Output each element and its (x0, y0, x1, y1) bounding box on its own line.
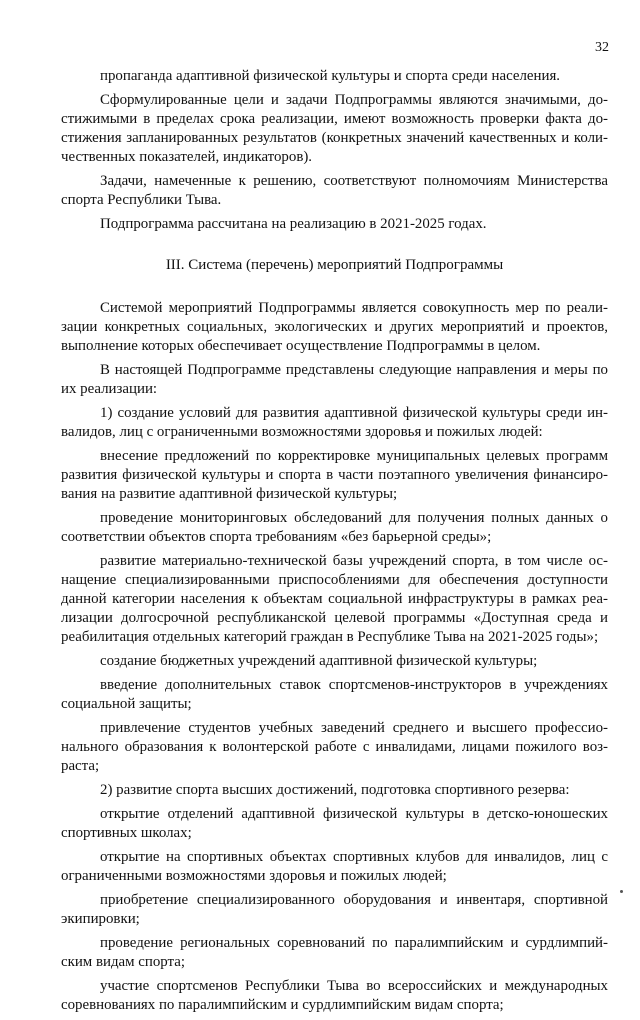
list-item: 1) создание условий для развития адаптивной физической культуры среди инвалидов, лиц с ограниченными возможностями здоровья и пожилых людей: (61, 405, 608, 440)
list-item: открытие на спортивных объектах спортивных клубов для инвалидов, лиц с ограниченными возможностями здоровья и пожилых людей; (61, 849, 608, 884)
page-content (61, 67, 608, 1020)
section-title: III. Система (перечень) мероприятий Подпрограммы (165, 257, 504, 273)
list-item: проведение региональных соревнований по паралимпийским и сурдлимпийским видам спорта; (61, 935, 608, 970)
list-item: 2) развитие спорта высших достижений, подготовка спортивного резерва: (100, 782, 570, 798)
paragraph: В настоящей Подпрограмме представлены следующие направления и меры по их реализации: (61, 362, 608, 397)
paragraph: Сформулированные цели и задачи Подпрограммы являются значимыми, достижимыми в пределах срока реализации, имеют возможность проверки факта достижения запланированных результатов (конкретных значений качественных и количественных показателей, индикаторов). (61, 92, 608, 165)
paragraph: Системой мероприятий Подпрограммы является совокупность мер по реализации конкретных социальных, экологических и других мероприятий и проектов, выполнение которых обеспечивает осуществление Подпрограммы в целом. (61, 300, 608, 354)
page-number: 32 (595, 40, 609, 55)
list-item: внесение предложений по корректировке муниципальных целевых программ развития физической культуры и спорта в части поэтапного увеличения финансирования на развитие адаптивной физической культуры; (61, 448, 608, 502)
list-item: создание бюджетных учреждений адаптивной физической культуры; (100, 653, 538, 669)
list-item: привлечение студентов учебных заведений среднего и высшего профессионального образования к волонтерской работе с инвалидами, лицами пожилого возраста; (61, 720, 608, 774)
list-item: введение дополнительных ставок спортсменов-инструкторов в учреждениях социальной защиты; (61, 677, 608, 712)
list-item: приобретение специализированного оборудования и инвентаря, спортивной экипировки; (61, 892, 608, 927)
paragraph: Задачи, намеченные к решению, соответствуют полномочиям Министерства спорта Республики Тыва. (61, 173, 608, 208)
paragraph: пропаганда адаптивной физической культуры и спорта среди населения. (100, 68, 561, 84)
paragraph: Подпрограмма рассчитана на реализацию в 2021-2025 годах. (100, 216, 487, 232)
list-item: участие спортсменов Республики Тыва во всероссийских и международных соревнованиях по паралимпийским и сурдлимпийским видам спорта; (61, 978, 608, 1013)
scan-mark (620, 890, 623, 893)
list-item: проведение мониторинговых обследований для получения полных данных о соответствии объектов спорта требованиям «без барьерной среды»; (61, 510, 608, 545)
list-item: развитие материально-технической базы учреждений спорта, в том числе оснащение специализированными приспособлениями для обеспечения доступности данной категории населения к объектам социальной инфраструктуры в рамках реализации долгосрочной республиканской целевой программы «Доступная среда и реабилитация отдельных категорий граждан в Республике Тыва на 2021-2025 годы»; (61, 553, 608, 645)
list-item: открытие отделений адаптивной физической культуры в детско-юношеских спортивных школах; (61, 806, 608, 841)
